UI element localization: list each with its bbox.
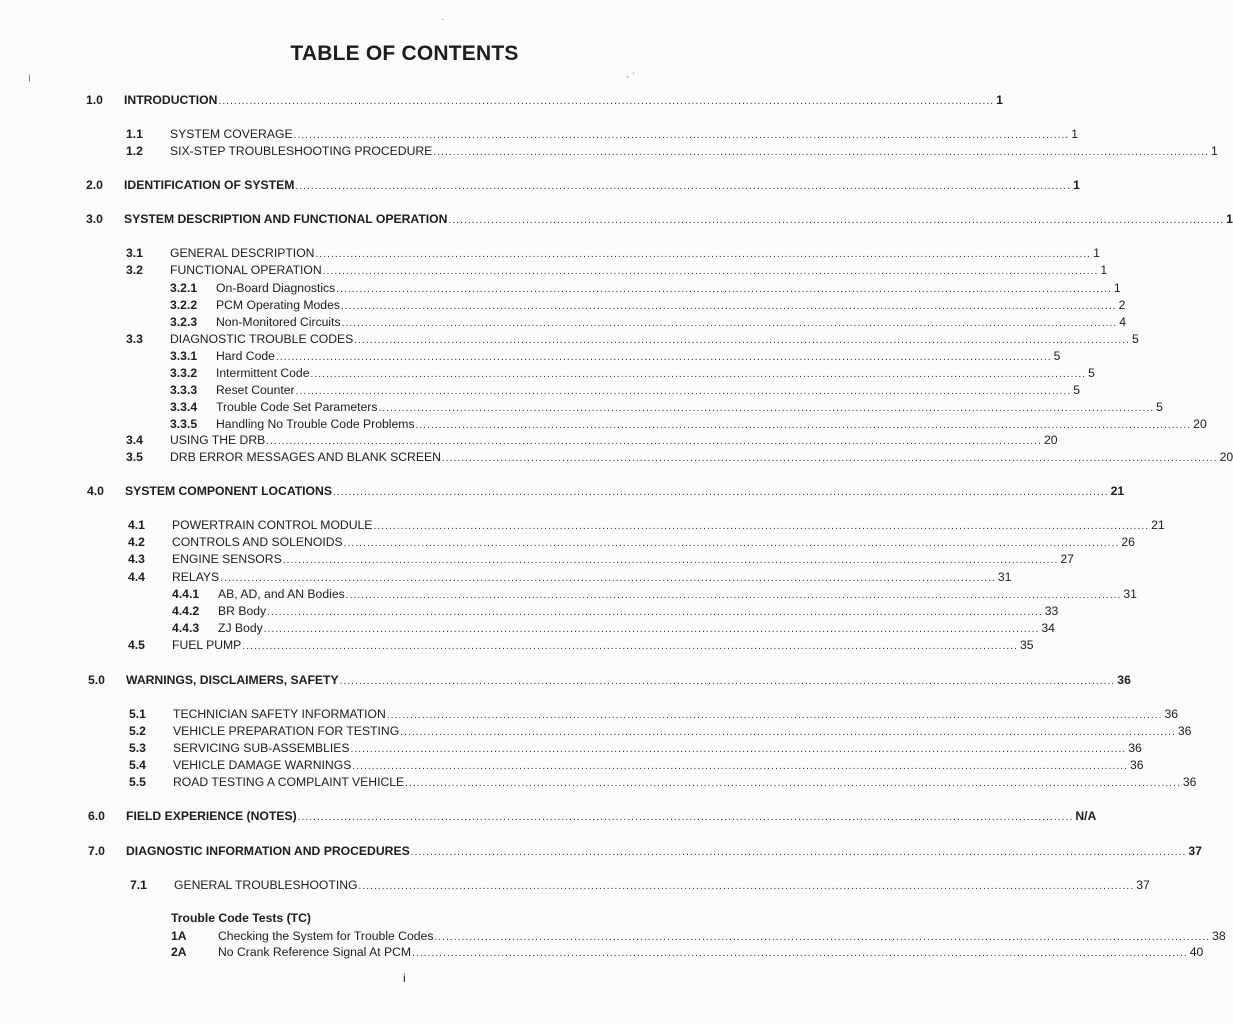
toc-leader-dots: ........................................................................................................................................................................................................ (434, 932, 1211, 943)
toc-leader-dots: ........................................................................................................................................................................................................ (433, 147, 1209, 158)
toc-entry (130, 877, 1150, 893)
toc-entry (170, 348, 1061, 364)
toc-entry-page: 40 (1189, 945, 1204, 959)
toc-entry (172, 603, 1059, 619)
toc-entry (170, 416, 1207, 432)
toc-entry-page: 20 (1219, 450, 1233, 464)
toc-entry-page: 5 (1053, 349, 1061, 363)
toc-entry-title: INTRODUCTION (124, 93, 218, 107)
toc-entry (88, 808, 1097, 824)
toc-leader-dots: ........................................................................................................................................................................................................ (373, 521, 1150, 532)
toc-entry-page: 36 (1164, 707, 1179, 721)
toc-entry-number: 4.4 (128, 570, 145, 584)
toc-entry (126, 432, 1058, 448)
toc-entry-number: 3.3.3 (170, 383, 198, 397)
toc-leader-dots: ........................................................................................................................................................................................................ (386, 710, 1163, 721)
toc-leader-dots: ........................................................................................................................................................................................................ (295, 386, 1072, 397)
toc-leader-dots: ........................................................................................................................................................................................................ (218, 96, 995, 107)
toc-entry (129, 740, 1142, 756)
toc-entry (172, 586, 1137, 602)
toc-entry (170, 365, 1095, 381)
toc-entry-page: 20 (1043, 433, 1058, 447)
toc-entry-title: USING THE DRB (170, 433, 266, 447)
toc-entry-title: WARNINGS, DISCLAIMERS, SAFETY (126, 673, 339, 687)
toc-entry (86, 211, 1233, 227)
toc-entry-title: FUEL PUMP (172, 638, 242, 652)
toc-entry-number: 3.3 (126, 332, 143, 346)
toc-entry-page: 36 (1182, 775, 1197, 789)
toc-entry (128, 569, 1012, 585)
toc-entry-title: AB, AD, and AN Bodies (218, 587, 345, 601)
toc-entry-title: Hard Code (216, 349, 275, 363)
toc-entry-title: PCM Operating Modes (216, 298, 340, 312)
toc-entry (171, 928, 1226, 944)
toc-entry-number: 4.1 (128, 518, 145, 532)
toc-entry (129, 757, 1144, 773)
toc-entry-title: SERVICING SUB-ASSEMBLIES (173, 741, 350, 755)
toc-entry-page: 36 (1130, 758, 1144, 772)
toc-entry-title: IDENTIFICATION OF SYSTEM (124, 178, 295, 192)
scan-speck: ꞁ (28, 72, 31, 83)
toc-entry-title: Trouble Code Set Parameters (216, 400, 378, 414)
toc-entry-page: 1 (1210, 144, 1218, 158)
toc-entry-page: 2 (1118, 298, 1126, 312)
toc-entry-page: 5 (1156, 400, 1163, 414)
toc-entry-number: 7.1 (130, 878, 147, 892)
toc-entry (128, 637, 1034, 653)
toc-leader-dots: ........................................................................................................................................................................................................ (341, 318, 1118, 329)
toc-entry (172, 620, 1055, 636)
toc-entry-page: 27 (1060, 552, 1074, 566)
toc-leader-dots: ........................................................................................................................................................................................................ (297, 812, 1074, 823)
toc-leader-dots: ........................................................................................................................................................................................................ (336, 284, 1112, 295)
toc-entry-title: TECHNICIAN SAFETY INFORMATION (173, 707, 386, 721)
toc-entry (126, 449, 1233, 465)
toc-entry-page: 21 (1151, 518, 1165, 532)
toc-entry-number: 4.2 (128, 535, 145, 549)
toc-entry-page: 35 (1019, 638, 1034, 652)
toc-entry-number: 4.0 (87, 484, 104, 498)
toc-entry (171, 944, 1204, 960)
toc-entry-number: 1.1 (126, 127, 143, 141)
toc-entry-number: 5.0 (88, 673, 105, 687)
toc-leader-dots: ........................................................................................................................................................................................................ (315, 249, 1092, 260)
toc-entry-title: No Crank Reference Signal At PCM (218, 945, 412, 959)
toc-leader-dots: ........................................................................................................................................................................................................ (358, 881, 1135, 892)
toc-entry-title: DIAGNOSTIC TROUBLE CODES (170, 332, 354, 346)
toc-leader-dots: ........................................................................................................................................................................................................ (293, 130, 1070, 141)
toc-leader-dots: ........................................................................................................................................................................................................ (220, 573, 996, 584)
toc-entry (88, 843, 1202, 859)
toc-entry-number: 1.2 (126, 144, 143, 158)
toc-entry-title: SIX-STEP TROUBLESHOOTING PROCEDURE (170, 144, 433, 158)
toc-entry-number: 3.2.3 (170, 315, 198, 329)
toc-entry-page: 33 (1044, 604, 1059, 618)
toc-leader-dots: ........................................................................................................................................................................................................ (448, 215, 1225, 226)
toc-leader-dots: ........................................................................................................................................................................................................ (352, 761, 1128, 772)
toc-entry-page: 20 (1193, 417, 1207, 431)
toc-entry-number: 3.3.1 (170, 349, 198, 363)
toc-entry-number: 4.4.1 (172, 587, 200, 601)
toc-entry (128, 517, 1165, 533)
toc-entry-page: 4 (1119, 315, 1127, 329)
toc-entry-number: 5.4 (129, 758, 146, 772)
toc-entry-page: 5 (1131, 332, 1139, 346)
toc-entry-page: 1 (996, 93, 1003, 107)
toc-entry-page: 26 (1121, 535, 1135, 549)
toc-leader-dots: ........................................................................................................................................................................................................ (295, 181, 1072, 192)
toc-entry (170, 314, 1127, 330)
toc-entry (129, 706, 1179, 722)
toc-entry (126, 331, 1139, 347)
toc-entry (128, 551, 1074, 567)
toc-entry-number: 3.1 (126, 246, 143, 260)
toc-leader-dots: ........................................................................................................................................................................................................ (354, 335, 1130, 346)
toc-entry-number: 3.4 (126, 433, 143, 447)
toc-leader-dots: ........................................................................................................................................................................................................ (412, 948, 1188, 959)
toc-leader-dots: ........................................................................................................................................................................................................ (410, 847, 1187, 858)
toc-entry-number: 3.3.5 (170, 417, 198, 431)
toc-entry (170, 382, 1081, 398)
toc-leader-dots: ........................................................................................................................................................................................................ (340, 301, 1117, 312)
toc-leader-dots: ........................................................................................................................................................................................................ (339, 676, 1116, 687)
toc-entry-title: ROAD TESTING A COMPLAINT VEHICLE (173, 775, 405, 789)
scan-speck: - ´ (626, 72, 636, 83)
toc-leader-dots: ........................................................................................................................................................................................................ (282, 555, 1059, 566)
toc-entry-page: 36 (1177, 724, 1192, 738)
toc-leader-dots: ........................................................................................................................................................................................................ (242, 641, 1018, 652)
toc-entry-title: VEHICLE DAMAGE WARNINGS (173, 758, 352, 772)
toc-entry-page: N/A (1075, 809, 1097, 823)
toc-entry (126, 126, 1079, 142)
toc-entry (86, 177, 1080, 193)
toc-entry-number: 5.2 (129, 724, 146, 738)
toc-entry-number: 3.5 (126, 450, 143, 464)
toc-entry (170, 399, 1163, 415)
toc-entry-title: GENERAL DESCRIPTION (170, 246, 315, 260)
toc-leader-dots: ........................................................................................................................................................................................................ (415, 420, 1192, 431)
toc-leader-dots: ........................................................................................................................................................................................................ (263, 624, 1040, 635)
toc-entry-page: 1 (1071, 127, 1079, 141)
page-title: TABLE OF CONTENTS (290, 42, 519, 65)
toc-entry-page: 1 (1073, 178, 1080, 192)
toc-entry-number: 3.3.2 (170, 366, 198, 380)
toc-entry-title: ENGINE SENSORS (172, 552, 282, 566)
scan-speck: · (441, 14, 445, 25)
toc-entry (86, 92, 1003, 108)
toc-entry-number: 5.1 (129, 707, 146, 721)
toc-entry (129, 723, 1192, 739)
toc-entry-title: DRB ERROR MESSAGES AND BLANK SCREEN (170, 450, 441, 464)
toc-entry-page: 36 (1117, 673, 1131, 687)
toc-entry-number: 6.0 (88, 809, 105, 823)
toc-leader-dots: ........................................................................................................................................................................................................ (405, 778, 1181, 789)
toc-entry-page: 37 (1188, 844, 1202, 858)
toc-entry-number: 3.0 (86, 212, 103, 226)
toc-leader-dots: ........................................................................................................................................................................................................ (275, 352, 1052, 363)
toc-leader-dots: ........................................................................................................................................................................................................ (350, 744, 1127, 755)
toc-entry-title: Reset Counter (216, 383, 295, 397)
toc-entry-title: On-Board Diagnostics (216, 281, 336, 295)
toc-entry-title: Handling No Trouble Code Problems (216, 417, 415, 431)
toc-leader-dots: ........................................................................................................................................................................................................ (441, 453, 1218, 464)
toc-entry-page: 1 (1226, 212, 1233, 226)
toc-entry-number: 7.0 (88, 844, 105, 858)
toc-entry-page: 1 (1093, 246, 1100, 260)
toc-leader-dots: ........................................................................................................................................................................................................ (378, 403, 1155, 414)
toc-entry-page: 5 (1073, 383, 1081, 397)
toc-entry-number: 4.4.3 (172, 621, 200, 635)
toc-entry (126, 262, 1108, 278)
toc-entry-number: 1.0 (86, 93, 103, 107)
toc-leader-dots: ........................................................................................................................................................................................................ (322, 266, 1099, 277)
toc-entry-title: CONTROLS AND SOLENOIDS (172, 535, 343, 549)
toc-entry-title: Intermittent Code (216, 366, 310, 380)
toc-entry (170, 280, 1121, 296)
toc-entry-page: 37 (1136, 878, 1150, 892)
toc-entry-number: 1A (171, 929, 187, 943)
toc-leader-dots: ........................................................................................................................................................................................................ (266, 436, 1042, 447)
toc-leader-dots: ........................................................................................................................................................................................................ (310, 369, 1087, 380)
toc-entry-page: 31 (997, 570, 1012, 584)
toc-entry-number: 2.0 (86, 178, 103, 192)
toc-entry-page: 5 (1088, 366, 1095, 380)
toc-entry-number: 4.3 (128, 552, 145, 566)
toc-entry-number: 5.3 (129, 741, 146, 755)
toc-entry-title: GENERAL TROUBLESHOOTING (174, 878, 358, 892)
toc-entry (126, 245, 1100, 261)
toc-entry-title: DIAGNOSTIC INFORMATION AND PROCEDURES (126, 844, 410, 858)
toc-leader-dots: ........................................................................................................................................................................................................ (343, 538, 1120, 549)
toc-entry-number: 3.2.2 (170, 298, 198, 312)
toc-entry-title: SYSTEM DESCRIPTION AND FUNCTIONAL OPERATION (124, 212, 448, 226)
toc-entry-number: 2A (171, 945, 187, 959)
toc-leader-dots: ........................................................................................................................................................................................................ (400, 727, 1176, 738)
toc-entry (129, 774, 1197, 790)
toc-entry-title: RELAYS (172, 570, 220, 584)
toc-entry-page: 21 (1110, 484, 1125, 498)
toc-entry-number: 5.5 (129, 775, 146, 789)
toc-entry-number: 3.3.4 (170, 400, 198, 414)
toc-entry-title: FUNCTIONAL OPERATION (170, 263, 322, 277)
toc-entry-title: Checking the System for Trouble Codes (218, 929, 434, 943)
toc-entry-number: 3.2 (126, 263, 143, 277)
toc-entry-page: 34 (1041, 621, 1055, 635)
toc-entry (170, 297, 1126, 313)
page-number: i (403, 971, 406, 985)
toc-leader-dots: ........................................................................................................................................................................................................ (345, 590, 1122, 601)
toc-leader-dots: ........................................................................................................................................................................................................ (267, 607, 1043, 618)
toc-entry-title: SYSTEM COVERAGE (170, 127, 293, 141)
toc-entry (128, 534, 1135, 550)
toc-entry (88, 672, 1131, 688)
toc-leader-dots: ........................................................................................................................................................................................................ (332, 487, 1109, 498)
toc-entry-number: 4.5 (128, 638, 145, 652)
toc-entry-page: 1 (1113, 281, 1121, 295)
toc-entry (126, 143, 1218, 159)
toc-entry (87, 483, 1125, 499)
toc-entry-title: SYSTEM COMPONENT LOCATIONS (125, 484, 332, 498)
toc-entry-page: 31 (1123, 587, 1137, 601)
toc-entry-title: BR Body (218, 604, 267, 618)
toc-entry-title: POWERTRAIN CONTROL MODULE (172, 518, 373, 532)
toc-entry-number: 3.2.1 (170, 281, 198, 295)
toc-entry-title: Non-Monitored Circuits (216, 315, 341, 329)
toc-entry-page: 36 (1128, 741, 1142, 755)
toc-entry-title: VEHICLE PREPARATION FOR TESTING (173, 724, 400, 738)
toc-entry-title: ZJ Body (218, 621, 263, 635)
toc-entry-number: 4.4.2 (172, 604, 200, 618)
toc-entry-page: 1 (1100, 263, 1108, 277)
toc-entry-page: 38 (1212, 929, 1226, 943)
trouble-code-heading: Trouble Code Tests (TC) (171, 911, 311, 925)
toc-entry-title: FIELD EXPERIENCE (NOTES) (126, 809, 297, 823)
